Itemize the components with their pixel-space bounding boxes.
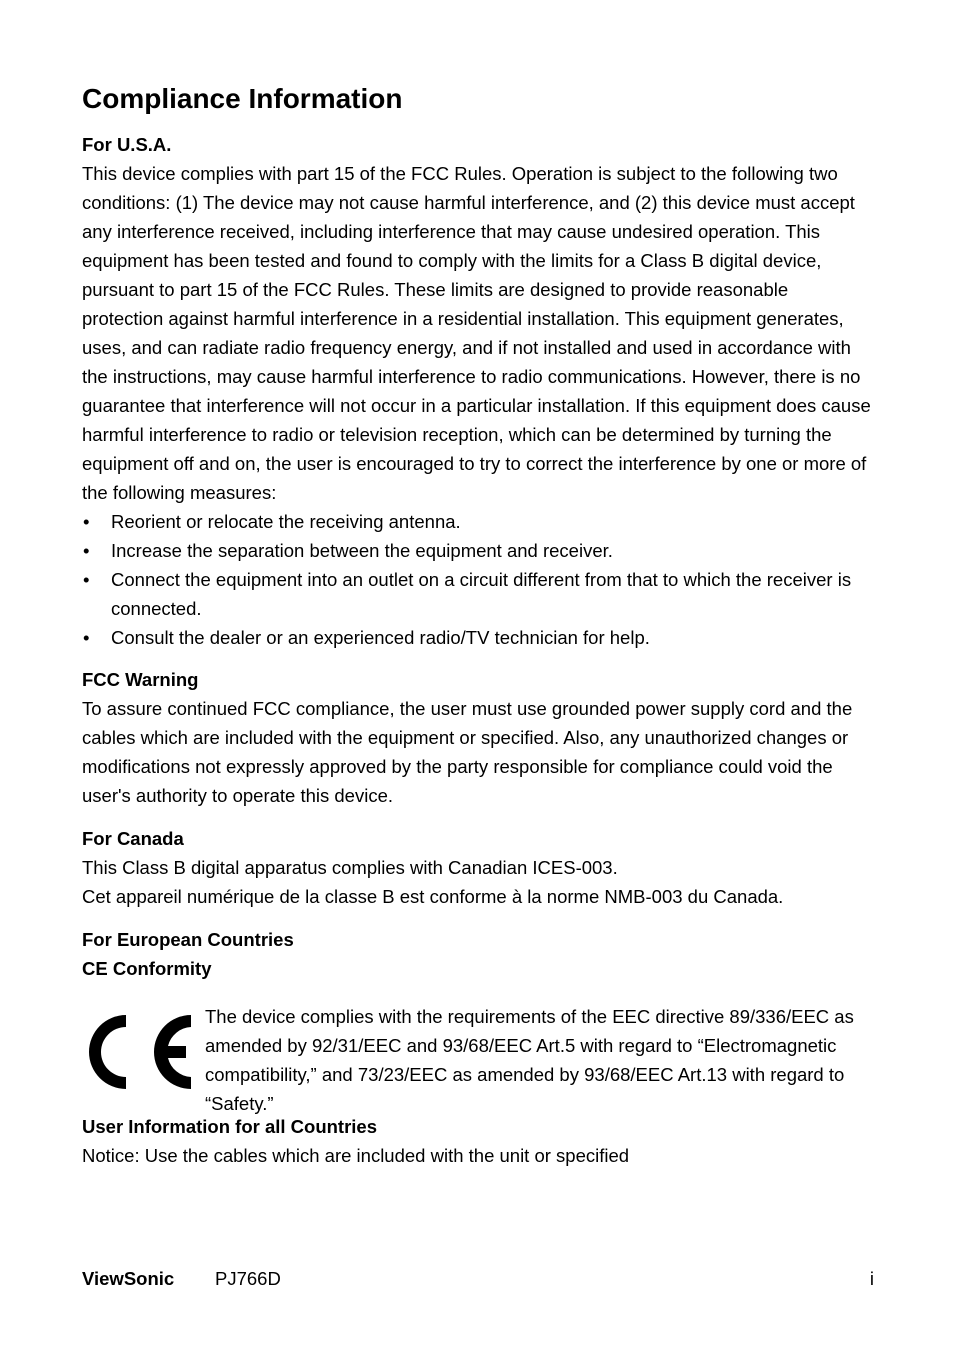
canada-section: [82, 824, 874, 911]
bullet-icon: •: [83, 569, 90, 590]
list-item: • Connect the equipment into an outlet on a circuit different from that to which the receiver is connected.: [82, 565, 874, 623]
europe-heading: For European Countries: [82, 929, 294, 950]
ce-conformity-heading: CE Conformity: [82, 958, 212, 979]
fcc-warning-heading: FCC Warning: [82, 669, 199, 690]
ce-paragraph: The device complies with the requirements of the EEC directive 89/336/EEC as amended by 92/31/EEC and 93/68/EEC Art.5 with regard to “Electromagnetic compatibility,” and 73/23/EEC as amended by 93/68/EEC Art.13 with regard to “Safety.”: [205, 1005, 854, 1114]
usa-heading: For U.S.A.: [82, 134, 172, 155]
user-info-paragraph: Notice: Use the cables which are included with the unit or specified: [82, 1145, 630, 1166]
bullet-icon: •: [83, 540, 90, 561]
canada-line-french: Cet appareil numérique de la classe B est conforme à la norme NMB-003 du Canada.: [82, 886, 784, 907]
footer-brand: ViewSonic: [82, 1268, 175, 1289]
canada-heading: For Canada: [82, 828, 184, 849]
measures-list: [82, 507, 874, 652]
page-title: Compliance Information: [82, 83, 403, 114]
usa-section: [82, 130, 874, 652]
bullet-icon: •: [83, 511, 90, 532]
ce-block: [82, 1002, 874, 1118]
canada-line-english: This Class B digital apparatus complies with Canadian ICES-003.: [82, 857, 618, 878]
bullet-icon: •: [83, 627, 90, 648]
europe-section: [82, 925, 874, 1136]
footer-model: PJ766D: [215, 1268, 281, 1289]
list-item: • Reorient or relocate the receiving antenna.: [82, 507, 874, 536]
fcc-warning-section: [82, 665, 874, 810]
page-number: i: [869, 1268, 874, 1289]
user-info-section: [82, 1112, 874, 1170]
usa-paragraph: This device complies with part 15 of the FCC Rules. Operation is subject to the following two conditions: (1) The device may not cause harmful interference, and (2) this device must accept any interference received, including interference that may cause undesired operation. This equipment has been tested and found to comply with the limits for a Class B digital device, pursuant to part 15 of the FCC Rules. These limits are designed to provide reasonable protection against harmful interference in a residential installation. This equipment generates, uses, and can radiate radio frequency energy, and if not installed and used in accordance with the instructions, may cause harmful interference to radio communications. However, there is no guarantee that interference will not occur in a particular installation. If this equipment does cause harmful interference to radio or television reception, which can be determined by turning the equipment off and on, the user is encouraged to try to correct the interference by one or more of the following measures:: [82, 163, 871, 503]
user-info-heading: User Information for all Countries: [82, 1116, 378, 1137]
fcc-warning-paragraph: To assure continued FCC compliance, the user must use grounded power supply cord and the cables which are included with the equipment or specified. Also, any unauthorized changes or modifications not expressly approved by the party responsible for compliance could void the user's authority to operate this device.: [82, 698, 853, 806]
list-item: • Increase the separation between the equipment and receiver.: [82, 536, 874, 565]
ce-mark-icon: [82, 1012, 192, 1092]
list-item: • Consult the dealer or an experienced radio/TV technician for help.: [82, 623, 874, 652]
